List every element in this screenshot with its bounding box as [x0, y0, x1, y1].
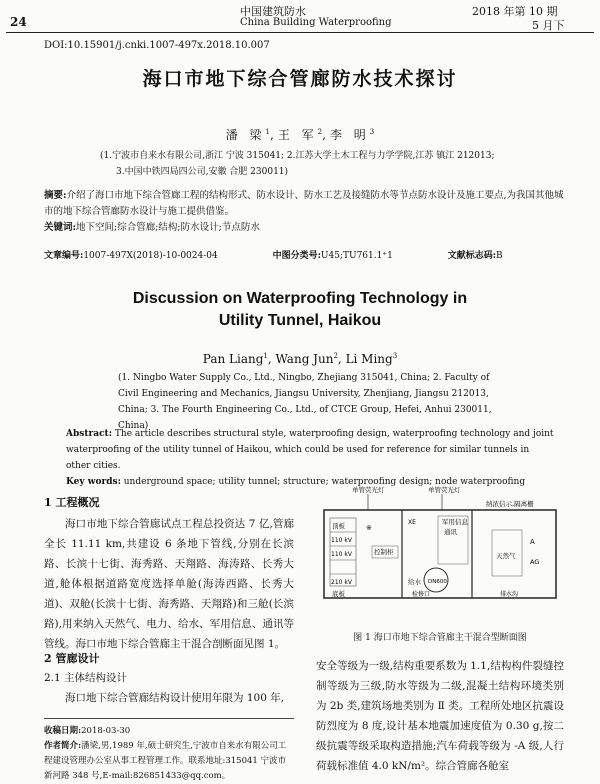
keywords-en-label: Key words:: [66, 477, 121, 487]
fig-label-telecom: 通讯: [444, 528, 457, 536]
received-label: 收稿日期:: [44, 726, 82, 736]
clc: U45;TU761.1⁺1: [320, 251, 393, 261]
author-bio-label: 作者简介:: [44, 741, 82, 751]
affiliation-line: 3.中国中铁四局四公司,安徽 合肥 230011): [116, 167, 289, 177]
doi: DOI:10.15901/j.cnki.1007-497x.2018.10.007: [44, 40, 270, 51]
section-2-heading: 2 管廊设计: [44, 652, 100, 665]
received-date: 2018-03-30: [81, 726, 131, 736]
fig-label-lamp-mark: ※: [366, 524, 372, 532]
affiliation-line: (1.宁波市自来水有限公司,浙江 宁波 315041; 2.江苏大学土木工程与力学学院,江苏 镇江 212013;: [100, 151, 495, 161]
fig-label-hatch: 检修口: [412, 591, 431, 598]
fig-label-gas: 天然气: [496, 552, 516, 560]
abstract-en-text: The article describes structural style, waterproofing design, waterproofing technology and joint waterproofing of the utility tunnel of Haikou, which could be used for reference for similar tunnels in other cities.: [66, 429, 554, 471]
footnote: [44, 724, 294, 784]
affiliations-cn: [100, 148, 530, 180]
header-rule: [6, 32, 594, 33]
author-sup: 2: [333, 352, 338, 360]
author-sup: 3: [369, 128, 375, 136]
title-en-line: Utility Tunnel, Haikou: [218, 312, 382, 329]
footnote-rule: [44, 718, 294, 719]
author-sup: 1: [265, 128, 271, 136]
author-sup: 2: [317, 128, 323, 136]
title-cn: 海口市地下综合管廊防水技术探讨: [142, 68, 458, 90]
author-bio: 潘梁,男,1989 年,硕士研究生,宁波市自来水有限公司工程建设管理办公室从事工程管理工作。联系地址:315041 宁波市新河路 348 号,E-mail:826851433@qq.com。: [44, 741, 287, 781]
article-no-label: 文章编号:: [44, 251, 84, 261]
title-en: [0, 288, 600, 332]
abstract-cn-block: [44, 188, 564, 236]
month-label: 5 月下: [532, 19, 565, 32]
abstract-cn-text: 介绍了海口市地下综合管廊工程的结构形式、防水设计、防水工艺及接缝防水等节点防水设计及施工要点,为我国其他城市的地下综合管廊防水设计与施工提供借鉴。: [44, 190, 564, 217]
journal-name-en: China Building Waterproofing: [240, 17, 392, 28]
fig-label-light-1: 单管荧光灯: [352, 486, 385, 494]
section-2-paragraph: 海口地下综合管廊结构设计使用年限为 100 年,: [65, 692, 285, 704]
fig-label-pipe-tag: XE: [408, 519, 416, 526]
fig-label-control: 控制柜: [374, 548, 394, 556]
authors-en: Pan Liang$^1$, Wang Jun$^2$, Li Ming$^3$: [202, 352, 398, 366]
fig-label-military: 军用信息: [442, 518, 468, 526]
keywords-cn-text: 地下空间;综合管廊;结构;防水设计;节点防水: [76, 222, 260, 233]
figure-1-caption: 图 1 海口市地下综合管廊主干混合型断面图: [353, 633, 527, 643]
fig-label-kv-2: 110 kV: [331, 551, 352, 558]
fig-label-bottom: 底板: [332, 590, 345, 598]
doc-code: B: [496, 251, 503, 261]
section-1-heading: 1 工程概况: [44, 496, 100, 509]
fig-label-drain: 排水沟: [500, 591, 519, 598]
fig-label-cabin-note: 纳浓信示,隔离栅: [486, 500, 534, 508]
keywords-cn-label: 关键词:: [44, 222, 77, 233]
fig-label-mark-a: A: [530, 538, 535, 546]
author-name: Pan Liang: [202, 352, 264, 366]
fig-label-ag: AG: [530, 558, 540, 566]
abstract-cn-label: 摘要:: [44, 190, 67, 201]
fig-label-kv-1: 110 kV: [331, 537, 352, 544]
journal-name-cn: 中国建筑防水: [240, 5, 306, 18]
authors-cn: 潘 梁$^1$,王 军$^2$,李 明$^3$: [225, 128, 375, 142]
affiliations-en: (1. Ningbo Water Supply Co., Ltd., Ningbo, Zhejiang 315041, China; 2. Faculty of Civil Engineering and Mechanics, Jiangsu University, Zhenjiang, Jiangsu 212013, China; 3. The Fourth Engineering Co., Ltd., of CTCE Group, Hefei, Anhui 230011, China): [118, 373, 492, 431]
author-name: 潘 梁: [225, 128, 266, 142]
abstract-en-label: Abstract:: [66, 429, 113, 439]
article-no: 1007-497X(2018)-10-0024-04: [83, 251, 218, 261]
fig-label-light-2: 单管荧光灯: [428, 486, 461, 494]
issue-label: 2018 年第 10 期: [472, 5, 558, 18]
fig-label-kv-3: 210 kV: [331, 579, 352, 586]
doc-code-label: 文献标志码:: [447, 251, 497, 261]
keywords-en-text: underground space; utility tunnel; structure; waterproofing design; node waterproofing: [123, 477, 526, 487]
figure-1-diagram: [316, 484, 564, 602]
article-meta: [44, 248, 555, 261]
right-column-paragraph: 安全等级为一级,结构重要系数为 1.1,结构构件裂缝控制等级为三级,防水等级为二级,混凝土结构环境类别为 2b 类,建筑场地类别为 Ⅱ 类。工程所处地区抗震设防烈度为 8 度,设计基本地震加速度值为 0.30 g,按二级抗震等级采取构造措施;汽车荷载等级为 -A 级,人行荷载标准值 4.0 kN/m²。综合管廊各舱室: [316, 660, 564, 772]
author-name: 李 明: [329, 128, 370, 142]
author-name: 王 军: [277, 128, 318, 142]
author-name: Wang Jun: [275, 352, 334, 366]
section-2-1-heading: 2.1 主体结构设计: [44, 672, 128, 684]
page-number: 24: [10, 15, 27, 29]
fig-label-water: 给水: [408, 578, 421, 586]
author-sup: 1: [263, 352, 268, 360]
fig-label-ceiling: 顶板: [332, 522, 345, 530]
clc-label: 中图分类号:: [272, 251, 321, 261]
title-en-line: Discussion on Waterproofing Technology in: [132, 290, 468, 307]
abstract-en-block: [66, 426, 556, 490]
author-name: Li Ming: [345, 352, 393, 366]
fig-label-water-size: DN600: [428, 579, 447, 585]
author-sup: 3: [392, 352, 398, 360]
section-1-paragraph: 海口市地下综合管廊试点工程总投资达 7 亿,管廊全长 11.11 km,共建设 6 条地下管线,分别在长滨路、长滨十七街、海秀路、天翔路、海涛路、长秀大道,舱体根据道路宽度选择单舱(海涛西路、长秀大道)、双舱(长滨十七街、海秀路、天翔路)和三舱(长滨路),用来纳入天然气、电力、给水、军用信息、通讯等管线。海口市地下综合管廊主干混合剖断面见图 1。: [44, 518, 294, 650]
